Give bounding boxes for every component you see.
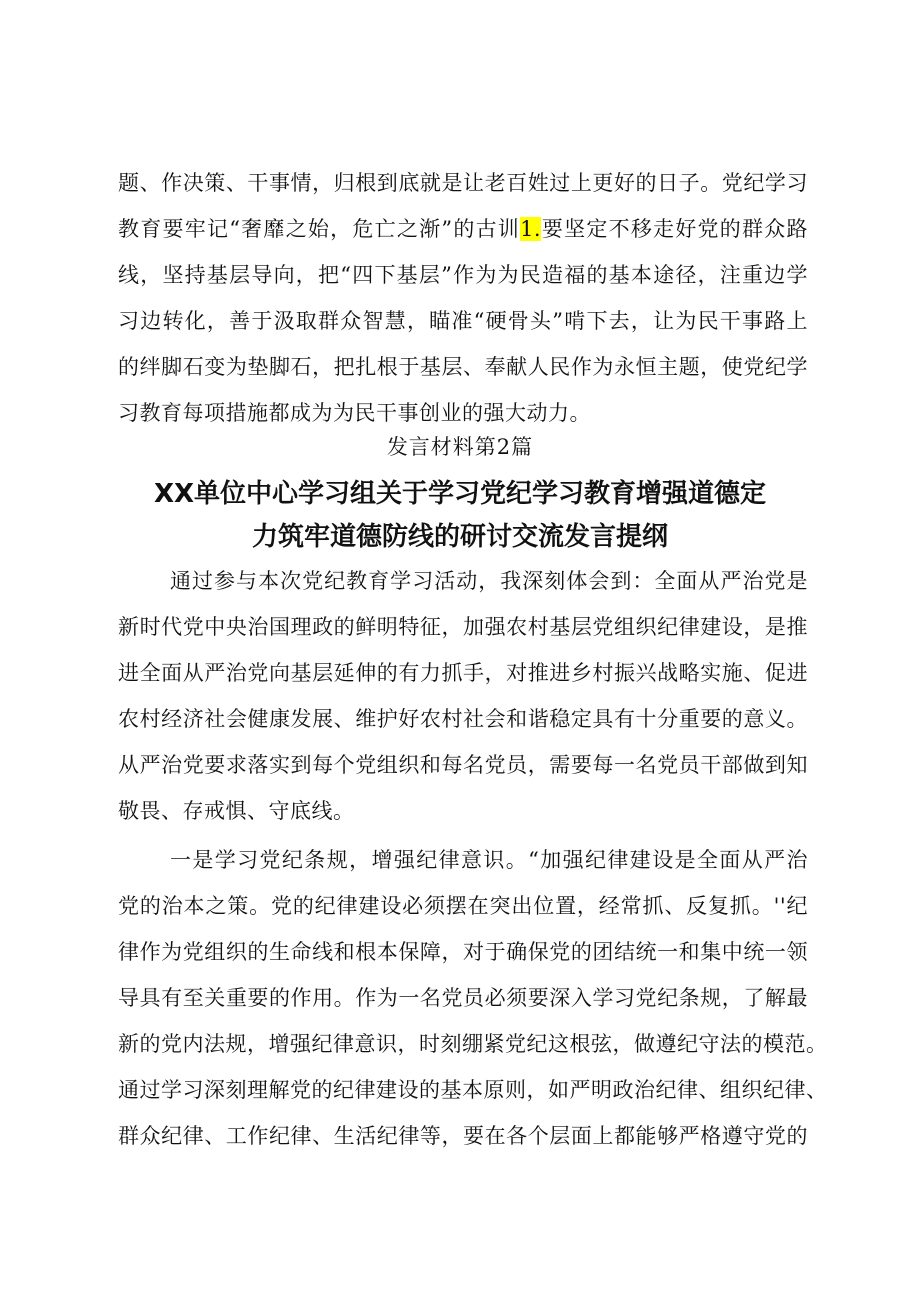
body-p2-line-2: 党的治本之策。党的纪律建设必须摆在突出位置，经常抓、反复抓。''纪 — [118, 894, 808, 918]
intro-line-1: 题、作决策、干事情，归根到底就是让老百姓过上更好的日子。党纪学习 — [118, 171, 808, 195]
body-p1-line-1: 通过参与本次党纪教育学习活动，我深刻体会到：全面从严治党是 — [170, 569, 808, 593]
body-p2-line-7: 群众纪律、工作纪律、生活纪律等，要在各个层面上都能够严格遵守党的 — [118, 1124, 808, 1148]
body-p2-line-4: 导具有至关重要的作用。作为一名党员必须要深入学习党纪条规，了解最 — [118, 986, 808, 1010]
body-p1-line-4: 农村经济社会健康发展、维护好农村社会和谐稳定具有十分重要的意义。 — [118, 707, 808, 731]
highlighted-list-number: 1. — [520, 217, 542, 241]
body-p2-line-3: 律作为党组织的生命线和根本保障，对于确保党的团结统一和集中统一领 — [118, 940, 808, 964]
document-title-line-1: XX单位中心学习组关于学习党纪学习教育增强道德定 — [153, 479, 767, 509]
section-label: 发言材料第2篇 — [386, 435, 534, 459]
body-p1-line-6: 敬畏、存戒惧、守底线。 — [118, 799, 355, 823]
intro-line-6: 习教育每项措施都成为为民干事创业的强大动力。 — [118, 401, 591, 425]
body-p2-line-5: 新的党内法规，增强纪律意识，时刻绷紧党纪这根弦，做遵纪守法的模范。 — [118, 1032, 828, 1056]
body-p2-line-1: 一是学习党纪条规，增强纪律意识。“加强纪律建设是全面从严治 — [170, 848, 808, 872]
intro-line-4: 习边转化，善于汲取群众智慧，瞄准“硬骨头”啃下去，让为民干事路上 — [118, 309, 808, 333]
intro-line-2-part-a: 教育要牢记“奢靡之始，危亡之渐”的古训 — [118, 217, 521, 241]
intro-line-2-part-b: 要坚定不移走好党的群众路 — [541, 217, 808, 241]
document-title-line-2: 力筑牢道德防线的研讨交流发言提纲 — [251, 522, 668, 552]
intro-line-3: 线，坚持基层导向，把“四下基层”作为为民造福的基本途径，注重边学 — [118, 263, 808, 287]
body-p1-line-2: 新时代党中央治国理政的鲜明特征，加强农村基层党组织纪律建设，是推 — [118, 615, 808, 639]
body-p1-line-5: 从严治党要求落实到每个党组织和每名党员，需要每一名党员干部做到知 — [118, 753, 808, 777]
body-p1-line-3: 进全面从严治党向基层延伸的有力抓手，对推进乡村振兴战略实施、促进 — [118, 661, 808, 685]
body-p2-line-6: 通过学习深刻理解党的纪律建设的基本原则，如严明政治纪律、组织纪律、 — [118, 1078, 828, 1102]
intro-line-5: 的绊脚石变为垫脚石，把扎根于基层、奉献人民作为永恒主题，使党纪学 — [118, 355, 808, 379]
intro-line-2 — [118, 214, 808, 244]
